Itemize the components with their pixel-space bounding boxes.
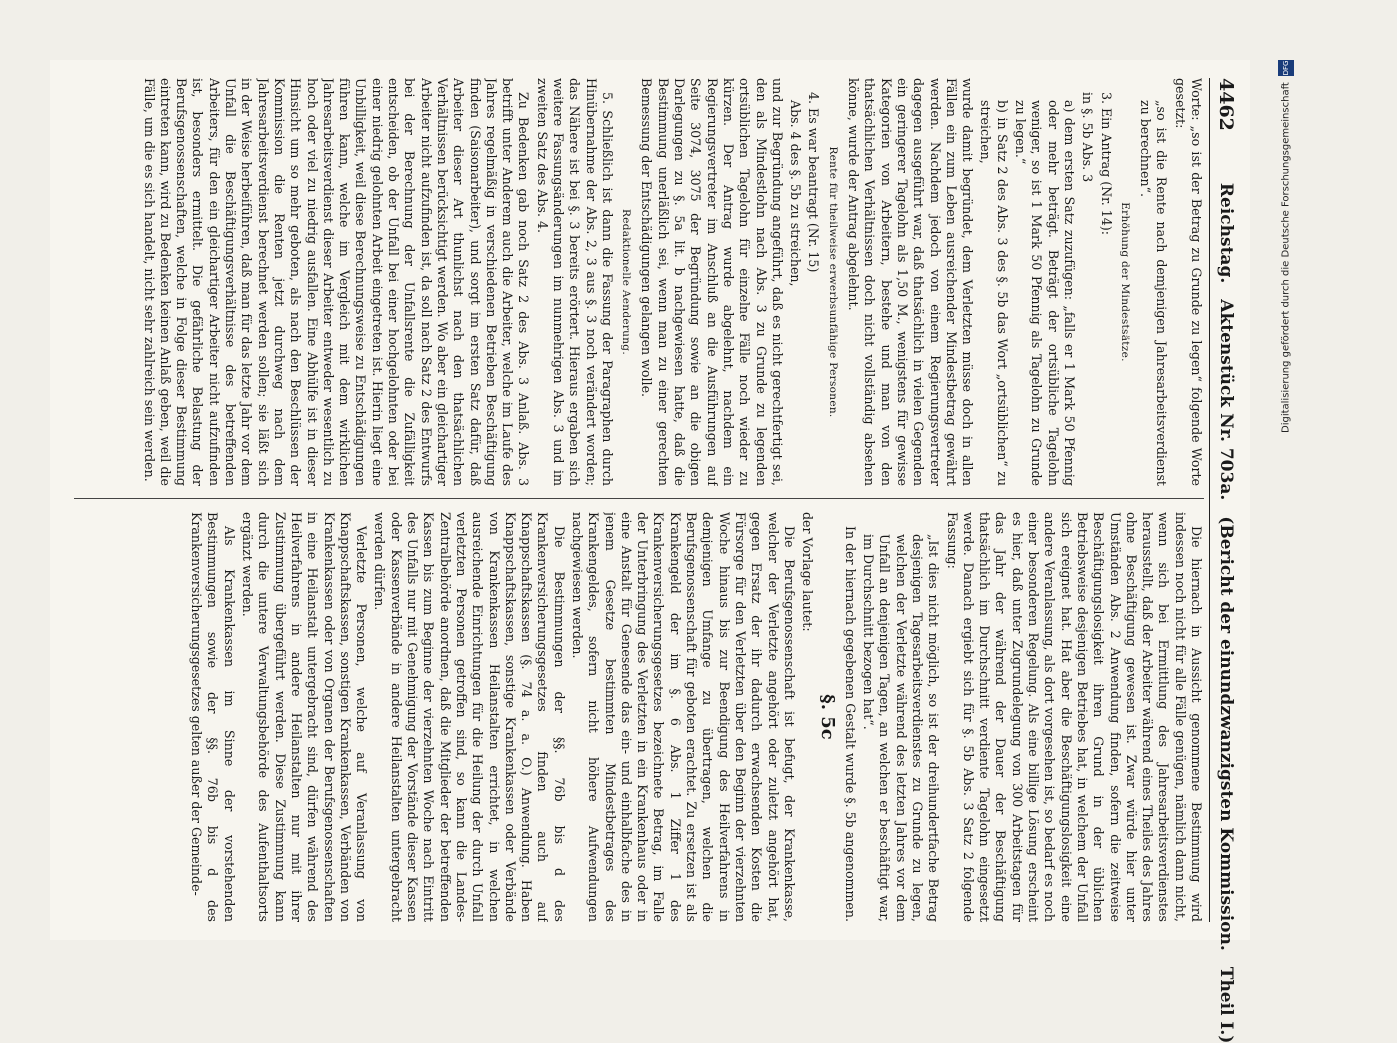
quote: Abs. 4 des §. 5b zu streichen, — [788, 100, 804, 287]
paragraph: Zu Bedenken gab noch Satz 2 des Abs. 3 Anlaß. Abs. 3 betrifft unter Anderem auch die Arbeiter, welche im Laufe des Jahres regelmäßig in verschiedenen Betrieben Beschäftigung finden (Saisonarbeiter), und sorgt im ersten Satz dafür, daß Arbeiter dieser Art thunlichst nach den thatsächlichen Verhältnissen berücksichtigt werden. Wo aber ein gleichartiger Arbeiter nicht aufzufinden ist, da soll nach Satz 2 des Entwurfs bei der Berechnung der Unfallsrente die Zufälligkeit entscheiden, ob der Unfall bei einer hochgelohnten oder bei einer niedrig gelohnten Arbeit eingetreten ist. Hierin liegt eine Unbilligkeit, weil diese Berechnungsweise zu Entschädigungen führen kann, welche im Vergleich mit dem wirklichen Jahresarbeitsverdienst dieser Arbeiter entweder wesentlich zu hoch oder viel zu niedrig ausfallen. Eine Abhülfe ist in dieser Hinsicht um so mehr geboten, als nach den Beschlüssen der Kommission die Renten jetzt durchweg nach dem Jahresarbeitsverdienst berechnet werden sollen; sie läßt sich in der Weise herbeiführen, daß man für das letzte Jahr vor dem Unfall die Beschäftigungsverhältnisse des betreffenden Arbeiters, für den ein gleichartiger Arbeiter nicht aufzufinden ist, besonders ermittelt. Die gefährliche Belastung der Berufsgenossenschaften, welche in Folge dieser Bestimmung eintreten kann, wird zu Bedenken keinen Anlaß geben, weil die Fälle, um die es sich handelt, nicht sehr zahlreich sein werden. — [141, 78, 532, 486]
header-title: (Bericht der einundzwanzigsten Kommission. — [1216, 516, 1236, 951]
digitization-note — [1275, 60, 1297, 940]
paragraph: In der hiernach gegebenen Gestalt wurde §. 5b angenommen. — [842, 526, 858, 922]
quote: a) dem ersten Satz zuzufügen: „falls er 1 Mark 50 Pfennig oder mehr beträgt. Beträgt der ortsübliche Tagelohn weniger, so ist 1 Mark 50 Pfennig als Tagelohn zu Grunde zu legen.“ — [1013, 100, 1077, 486]
paragraph: Worte: „so ist der Betrag zu Grunde zu legen“ folgende Worte gesetzt: — [1172, 78, 1204, 486]
paragraph: Die hiernach in Aussicht genommene Bestimmung wird indessen noch nicht für alle Fälle genügen, nämlich dann nicht, wenn sich bei Ermittlung des Jahresarbeitsverdienstes herausstellt, daß der Arbeiter während eines Theiles des Jahres ohne Beschäftigung gewesen ist. Zwar würde hier unter Umständen Abs. 2 Anwendung finden, sofern die zeitweise Beschäftigungslosigkeit ihren Grund in der üblichen Betriebsweise desjenigen Betriebes hat, in welchem der Unfall sich ereignet hat. Hat aber die Beschäftigungslosigkeit eine andere Veranlassung, als dort vorgesehen ist, so bedarf es noch einer besonderen Regelung. Als eine billige Lösung erscheint es hier, daß unter Zugrundelegung von 300 Arbeitstagen für das Jahr der während der Dauer der Beschäftigung thatsächlich im Durchschnitt verdiente Tagelohn eingesetzt werde. Danach ergiebt sich für §. 5b Abs. 3 Satz 2 folgende Fassung: — [944, 512, 1204, 922]
paragraph: und zur Begründung angeführt, daß es nicht gerechtfertigt sei, den als Mindestlohn nach Abs. 3 zu Grunde zu legenden ortsüblichen Tagelohn für einzelne Fälle noch wieder zu kürzen. Der Antrag wurde abgelehnt, nachdem ein Regierungsvertreter im Anschluß an die Ausführungen auf Seite 3074, 3075 der Begründung sowie an die obigen Darlegungen zu §. 5a lit. b nachgewiesen hatte, daß die Bestimmung unerläßlich sei, wenn man zu einer gerechten Bemessung der Entschädigungen gelangen wolle. — [639, 78, 785, 486]
list-item: 3. Ein Antrag (Nr. 14): — [1098, 92, 1114, 235]
subheading: Erhöhung der Mindestsätze. — [1118, 202, 1131, 362]
quote: Die Bestimmungen der §§. 76b bis d des Krankenversicherungsgesetzes finden auch auf Knappschaftskassen (§. 74 a. a. O.) Anwendung. Haben Knappschaftskassen, sonstige Krankenkassen oder Verbände von Krankenkassen Heilanstalten errichtet, in welchen ausreichende Einrichtungen für die Heilung der durch Unfall verletzten Personen getroffen sind, so kann die Landes-Zentralbehörde anordnen, daß die Mitglieder der betreffenden Kassen bis zum Beginne der vierzehnten Woche nach Eintritt des Unfalls nur mit Genehmigung der Vorstände dieser Kassen oder Kassenverbände in andere Heilanstalten untergebracht werden dürfen. — [372, 512, 567, 922]
paragraph: Als Krankenkassen im Sinne der vorstehenden Bestimmungen sowie der §§. 76b bis d des Krankenversicherungsgesetzes gelten außer der Gemeinde- — [189, 512, 237, 922]
quote: b) in Satz 2 des Abs. 3 des §. 5b das Wort „ortsüblichen“ zu streichen, — [978, 100, 1010, 486]
paragraph: 5. Schließlich ist dann die Fassung der Paragraphen durch Hinübernahme der Abs. 2, 3 aus §. 3 noch verändert worden; das Nähere ist bei §. 3 bereits erörtert. Hieraus ergaben sich weitere Fassungsänderungen im nunmehrigen Abs. 3 und im zweiten Satz des Abs. 4. — [534, 78, 615, 486]
digitization-text: Digitalisierung gefördert durch die Deutsche Forschungsgemeinschaft — [1280, 82, 1292, 433]
subheading: Redaktionelle Aenderung. — [620, 209, 633, 355]
document-page — [50, 60, 1250, 1043]
list-item: 4. Es war beantragt (Nr. 15) — [806, 92, 822, 273]
page-number: 4462 — [1215, 78, 1237, 131]
header-section: Reichstag. — [1216, 182, 1236, 284]
paragraph: der Vorlage lautet: — [800, 512, 816, 632]
quote: Die Berufsgenossenschaft ist befugt, der Krankenkasse, welcher der Verletzte angehört oder zuletzt angehört hat, gegen Ersatz der ihr dadurch erwachsenden Kosten die Fürsorge für den Verletzten über den Beginn der vierzehnten Woche hinaus bis zur Beendigung des Heilverfahrens in demjenigen Umfange zu übertragen, welchen die Berufsgenossenschaft für geboten erachtet. Zu ersetzen ist als Krankengeld der im §. 6 Abs. 1 Ziffer 1 des Krankenversicherungsgesetzes bezeichnete Betrag, im Falle der Unterbringung des Verletzten in ein Krankenhaus oder in eine Anstalt für Genesende das ein- und einhalbfache des in jenem Gesetze bestimmten Mindestbetrages des Krankengeldes, sofern nicht höhere Aufwendungen nachgewiesen werden. — [570, 512, 797, 922]
column-divider — [74, 498, 1204, 499]
quote: Verletzte Personen, welche auf Veranlassung von Knappschaftskassen, sonstigen Krankenkassen, Verbänden von Krankenkassen oder von Organen der Berufsgenossenschaften in eine Heilanstalt untergebracht sind, dürfen während des Heilverfahrens in andere Heilanstalten nur mit ihrer Zustimmung übergeführt werden. Diese Zustimmung kann durch die untere Verwaltungsbehörde des Aufenthaltsorts ergänzt werden. — [240, 512, 370, 922]
left-column — [64, 78, 1204, 486]
section-heading: §. 5c — [817, 694, 839, 740]
rotated-page-content — [50, 60, 1250, 1043]
right-column — [64, 512, 1204, 922]
page-header — [1209, 78, 1242, 1043]
list-item: in §. 5b Abs. 3 — [1080, 92, 1096, 183]
paragraph: wurde damit begründet, dem Verletzten müsse doch in allen Fällen ein zum Leben ausreichender Mindestbetrag gewährt werden. Nachdem jedoch von einem Regierungsvertreter dagegen ausgeführt war, daß thatsächlich in vielen Gegenden ein geringerer Tagelohn als 1,50 M., wenigstens für gewisse Kategorien von Arbeitern, bestehe und man von den thatsächlichen Verhältnissen doch nicht vollständig absehen könne, wurde der Antrag abgelehnt. — [846, 78, 976, 486]
quote: „Ist dies nicht möglich, so ist der dreihundertfache Betrag desjenigen Tagesarbeitsverdienstes zu Grunde zu legen, welchen der Verletzte während des letzten Jahres vor dem Unfall an denjenigen Tagen, an welchen er beschäftigt war, im Durchschnitt bezogen hat“. — [861, 534, 942, 922]
quote: „so ist die Rente nach demjenigen Jahresarbeitsverdienst zu berechnen“. — [1138, 100, 1170, 486]
header-part: Theil I.) — [1216, 966, 1236, 1043]
dfg-logo-icon: DFG — [1278, 60, 1294, 76]
header-document: Aktenstück Nr. 703a. — [1216, 299, 1236, 501]
subheading: Rente für theilweise erwerbsunfähige Personen. — [826, 146, 839, 418]
